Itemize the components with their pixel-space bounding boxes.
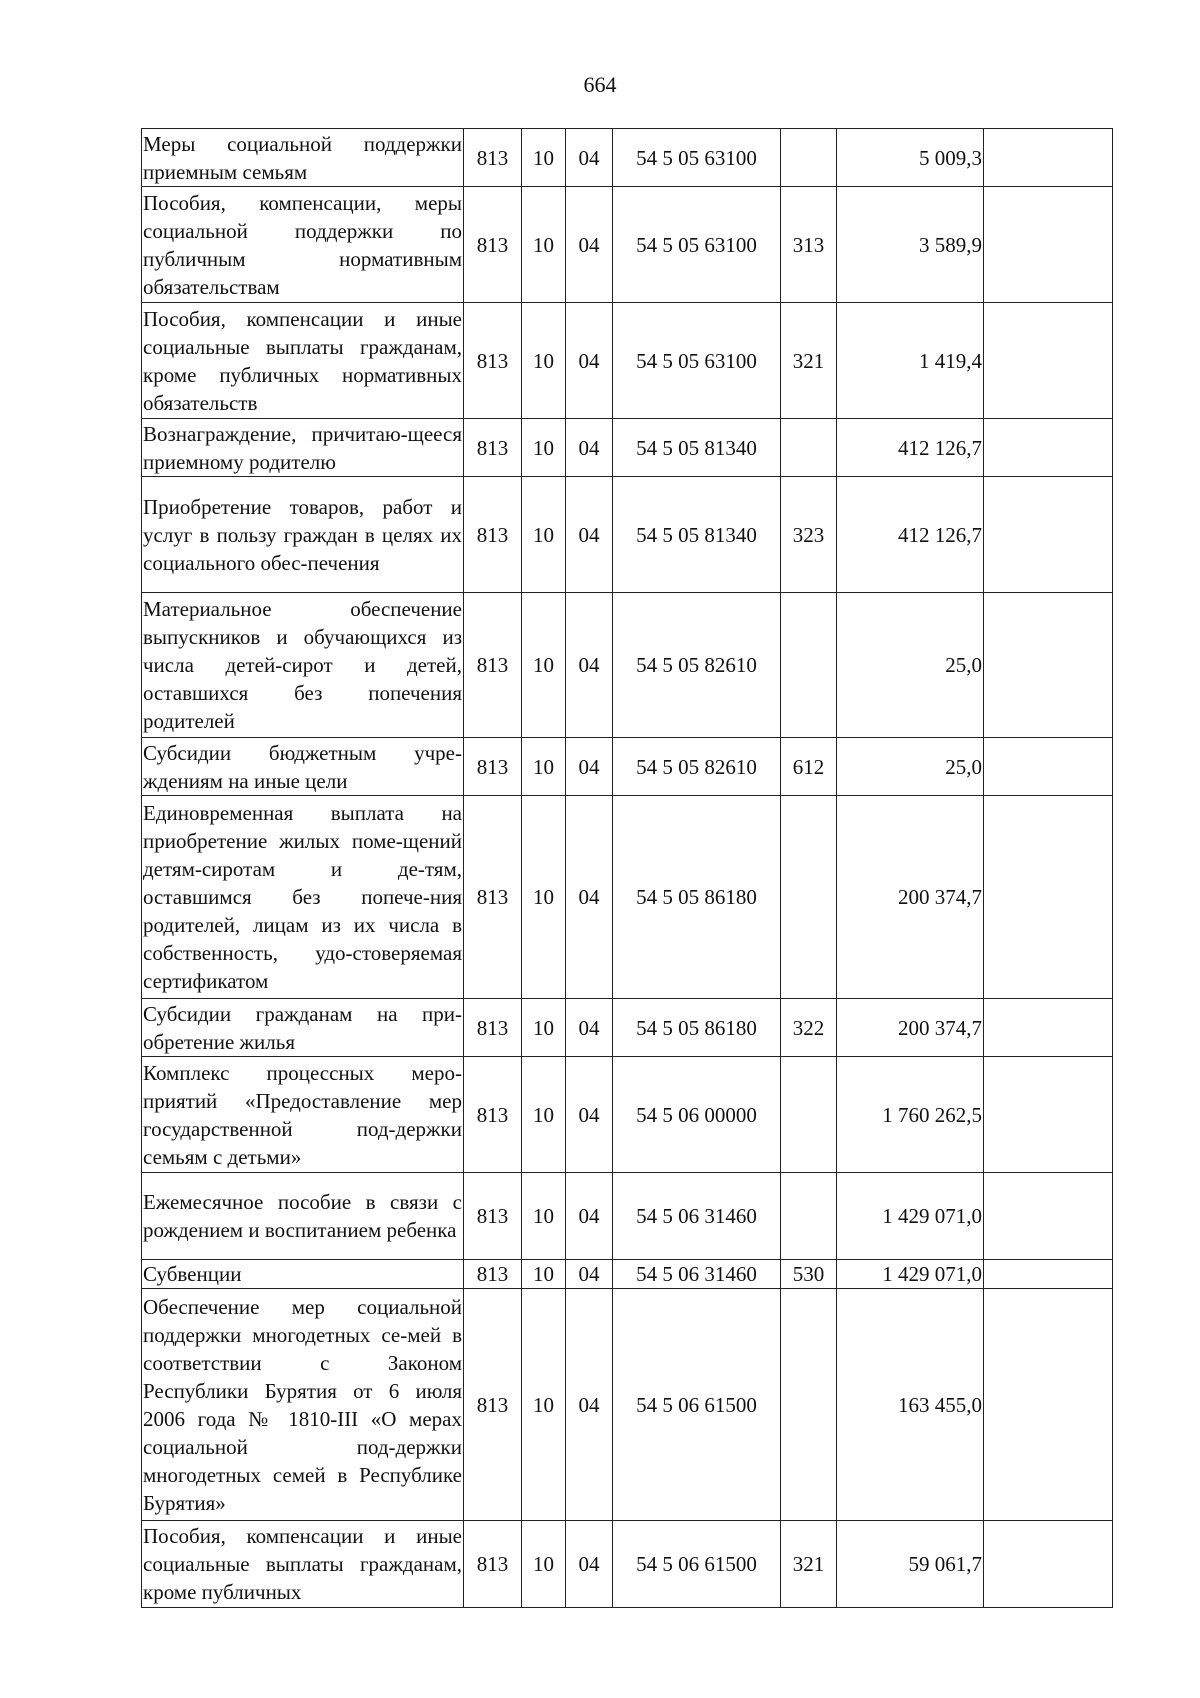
section-code-cell: 10 [522, 738, 566, 796]
ministry-code-cell: 813 [464, 1057, 522, 1173]
table-row [142, 477, 1113, 593]
subsection-code-cell: 04 [566, 477, 613, 593]
row-name-cell: Ежемесячное пособие в связи с рождением и воспитанием ребенка [142, 1173, 464, 1260]
expense-type-cell [781, 796, 837, 999]
table-row [142, 419, 1113, 477]
section-code-cell: 10 [522, 1173, 566, 1260]
amount-cell: 200 374,7 [837, 796, 984, 999]
subsection-code-cell: 04 [566, 738, 613, 796]
row-name-cell: Субсидии бюджетным учре-ждениям на иные цели [142, 738, 464, 796]
row-name-cell: Приобретение товаров, работ и услуг в пользу граждан в целях их социального обес-печения [142, 477, 464, 593]
table-row [142, 303, 1113, 419]
target-article-cell: 54 5 05 82610 [613, 593, 781, 738]
expense-type-cell: 323 [781, 477, 837, 593]
amount-cell: 1 429 071,0 [837, 1260, 984, 1289]
amount-cell: 412 126,7 [837, 477, 984, 593]
subsection-code-cell: 04 [566, 1260, 613, 1289]
expense-type-cell [781, 1057, 837, 1173]
subsection-code-cell: 04 [566, 187, 613, 303]
row-name-cell: Пособия, компенсации, меры социальной поддержки по публичным нормативным обязательствам [142, 187, 464, 303]
amount-cell: 1 419,4 [837, 303, 984, 419]
amount-cell: 25,0 [837, 738, 984, 796]
table-row [142, 129, 1113, 187]
subsection-code-cell: 04 [566, 419, 613, 477]
target-article-cell: 54 5 05 81340 [613, 477, 781, 593]
row-name-cell: Пособия, компенсации и иные социальные выплаты гражданам, кроме публичных [142, 1521, 464, 1608]
ministry-code-cell: 813 [464, 593, 522, 738]
row-name-cell: Единовременная выплата на приобретение жилых поме-щений детям-сиротам и де-тям, оставшимся без попече-ния родителей, лицам из их числа в собственность, удо-стоверяемая сертификатом [142, 796, 464, 999]
expense-type-cell: 322 [781, 999, 837, 1057]
subsection-code-cell: 04 [566, 1521, 613, 1608]
section-code-cell: 10 [522, 303, 566, 419]
amount-cell: 200 374,7 [837, 999, 984, 1057]
target-article-cell: 54 5 05 63100 [613, 303, 781, 419]
empty-cell [984, 477, 1113, 593]
expense-type-cell [781, 1289, 837, 1521]
amount-cell: 412 126,7 [837, 419, 984, 477]
ministry-code-cell: 813 [464, 1173, 522, 1260]
table-row [142, 1521, 1113, 1608]
table-body [142, 129, 1113, 1608]
section-code-cell: 10 [522, 999, 566, 1057]
table-row [142, 796, 1113, 999]
subsection-code-cell: 04 [566, 129, 613, 187]
subsection-code-cell: 04 [566, 796, 613, 999]
empty-cell [984, 303, 1113, 419]
expense-type-cell [781, 129, 837, 187]
row-name-cell: Субсидии гражданам на при-обретение жилья [142, 999, 464, 1057]
expense-type-cell [781, 593, 837, 738]
empty-cell [984, 738, 1113, 796]
expense-type-cell: 313 [781, 187, 837, 303]
ministry-code-cell: 813 [464, 187, 522, 303]
empty-cell [984, 129, 1113, 187]
table-row [142, 187, 1113, 303]
subsection-code-cell: 04 [566, 303, 613, 419]
section-code-cell: 10 [522, 593, 566, 738]
subsection-code-cell: 04 [566, 1173, 613, 1260]
ministry-code-cell: 813 [464, 477, 522, 593]
empty-cell [984, 796, 1113, 999]
expense-type-cell: 612 [781, 738, 837, 796]
target-article-cell: 54 5 06 31460 [613, 1173, 781, 1260]
table-row [142, 1260, 1113, 1289]
target-article-cell: 54 5 05 86180 [613, 796, 781, 999]
page-number: 664 [583, 72, 617, 97]
section-code-cell: 10 [522, 419, 566, 477]
expense-type-cell: 321 [781, 1521, 837, 1608]
table-row [142, 738, 1113, 796]
empty-cell [984, 1521, 1113, 1608]
ministry-code-cell: 813 [464, 999, 522, 1057]
table-row [142, 1289, 1113, 1521]
target-article-cell: 54 5 05 81340 [613, 419, 781, 477]
section-code-cell: 10 [522, 1521, 566, 1608]
target-article-cell: 54 5 06 00000 [613, 1057, 781, 1173]
row-name-cell: Пособия, компенсации и иные социальные выплаты гражданам, кроме публичных нормативных обязательств [142, 303, 464, 419]
subsection-code-cell: 04 [566, 1057, 613, 1173]
ministry-code-cell: 813 [464, 796, 522, 999]
row-name-cell: Материальное обеспечение выпускников и обучающихся из числа детей-сирот и детей, оставшихся без попечения родителей [142, 593, 464, 738]
target-article-cell: 54 5 06 61500 [613, 1521, 781, 1608]
ministry-code-cell: 813 [464, 303, 522, 419]
empty-cell [984, 419, 1113, 477]
empty-cell [984, 187, 1113, 303]
amount-cell: 25,0 [837, 593, 984, 738]
ministry-code-cell: 813 [464, 1289, 522, 1521]
amount-cell: 163 455,0 [837, 1289, 984, 1521]
section-code-cell: 10 [522, 129, 566, 187]
ministry-code-cell: 813 [464, 1521, 522, 1608]
subsection-code-cell: 04 [566, 1289, 613, 1521]
target-article-cell: 54 5 06 31460 [613, 1260, 781, 1289]
target-article-cell: 54 5 05 86180 [613, 999, 781, 1057]
expense-type-cell [781, 1173, 837, 1260]
section-code-cell: 10 [522, 796, 566, 999]
empty-cell [984, 1173, 1113, 1260]
subsection-code-cell: 04 [566, 999, 613, 1057]
table-row [142, 593, 1113, 738]
ministry-code-cell: 813 [464, 738, 522, 796]
subsection-code-cell: 04 [566, 593, 613, 738]
amount-cell: 1 760 262,5 [837, 1057, 984, 1173]
expense-type-cell: 530 [781, 1260, 837, 1289]
target-article-cell: 54 5 05 63100 [613, 129, 781, 187]
expense-type-cell [781, 419, 837, 477]
expense-type-cell: 321 [781, 303, 837, 419]
empty-cell [984, 1057, 1113, 1173]
table-row [142, 999, 1113, 1057]
section-code-cell: 10 [522, 187, 566, 303]
section-code-cell: 10 [522, 1289, 566, 1521]
empty-cell [984, 1289, 1113, 1521]
amount-cell: 1 429 071,0 [837, 1173, 984, 1260]
target-article-cell: 54 5 05 63100 [613, 187, 781, 303]
row-name-cell: Субвенции [142, 1260, 464, 1289]
target-article-cell: 54 5 06 61500 [613, 1289, 781, 1521]
empty-cell [984, 999, 1113, 1057]
section-code-cell: 10 [522, 1057, 566, 1173]
row-name-cell: Вознаграждение, причитаю-щееся приемному родителю [142, 419, 464, 477]
empty-cell [984, 1260, 1113, 1289]
amount-cell: 59 061,7 [837, 1521, 984, 1608]
section-code-cell: 10 [522, 1260, 566, 1289]
row-name-cell: Меры социальной поддержки приемным семьям [142, 129, 464, 187]
table-row [142, 1057, 1113, 1173]
budget-table [141, 128, 1113, 1608]
ministry-code-cell: 813 [464, 419, 522, 477]
target-article-cell: 54 5 05 82610 [613, 738, 781, 796]
section-code-cell: 10 [522, 477, 566, 593]
row-name-cell: Обеспечение мер социальной поддержки многодетных се-мей в соответствии с Законом Республики Бурятия от 6 июля 2006 года № 1810-III «О мерах социальной под-держки многодетных семей в Республике Бурятия» [142, 1289, 464, 1521]
table-row [142, 1173, 1113, 1260]
row-name-cell: Комплекс процессных меро-приятий «Предоставление мер государственной под-держки семьям с детьми» [142, 1057, 464, 1173]
empty-cell [984, 593, 1113, 738]
ministry-code-cell: 813 [464, 129, 522, 187]
ministry-code-cell: 813 [464, 1260, 522, 1289]
amount-cell: 3 589,9 [837, 187, 984, 303]
amount-cell: 5 009,3 [837, 129, 984, 187]
